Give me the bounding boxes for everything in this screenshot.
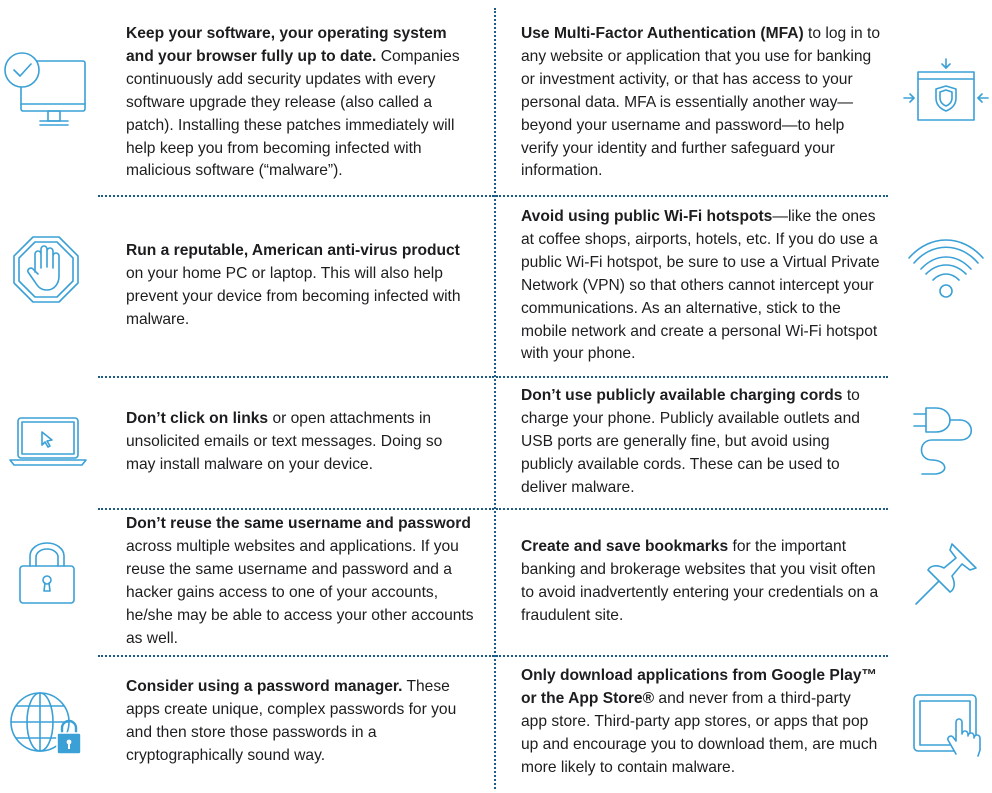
tablet-touch-icon — [910, 692, 982, 758]
tip-password-manager — [126, 676, 476, 768]
divider-left-1 — [98, 195, 494, 197]
shield-screen-icon — [902, 58, 990, 124]
tip-body: to charge your phone. Publicly available outlets and USB ports are generally fine, but avoid using publicly available cords. These can be used to deliver malware. — [521, 387, 860, 496]
globe-lock-icon — [8, 690, 88, 760]
tip-bold: Use Multi-Factor Authentication (MFA) — [521, 25, 804, 42]
tip-bold: Don’t use publicly available charging cords — [521, 387, 843, 404]
tip-links — [126, 408, 476, 477]
charging-plug-icon — [910, 402, 980, 478]
tip-bold: Run a reputable, American anti-virus product — [126, 242, 460, 259]
tip-body: Companies continuously add security updates with every software upgrade they release (also called a patch). Installing these patches immediately will help keep you from becoming infected with malicious software (“malware”). — [126, 47, 460, 180]
divider-right-3 — [496, 508, 888, 510]
stop-hand-icon — [10, 234, 82, 306]
tip-bold: Only download applications from Google Play™ or the App Store® — [521, 667, 878, 707]
divider-right-4 — [496, 655, 888, 657]
tip-bold: Create and save bookmarks — [521, 538, 729, 555]
tip-body: to log in to any website or application that you use for banking or investment activity, or that has access to your personal data. MFA is essentially another way—beyond your username and password—to help verify your identity and further safeguard your information. — [521, 25, 880, 180]
tip-body: These apps create unique, complex passwords for you and then store those passwords in a cryptographically sound way. — [126, 678, 457, 764]
monitor-check-icon — [2, 48, 90, 134]
tip-mfa — [521, 23, 881, 183]
tip-bold: Avoid using public Wi-Fi hotspots — [521, 208, 773, 225]
divider-right-1 — [496, 195, 888, 197]
tip-bold: Don’t click on links — [126, 410, 269, 427]
tip-bold: Keep your software, your operating system and your browser fully up to date. — [126, 25, 447, 65]
tip-app-downloads — [521, 665, 881, 780]
tip-charging-cords — [521, 385, 881, 500]
tip-body: across multiple websites and applications. If you reuse the same username and password and a hacker gains access to one of your accounts, he/she may be able to access your other accounts as well. — [126, 537, 474, 647]
tip-reuse-password — [126, 513, 476, 650]
divider-left-4 — [98, 655, 494, 657]
tip-antivirus — [126, 240, 476, 332]
tip-body: and never from a third-party app store. Third-party app stores, or apps that pop up and encourage you to download them, are much more likely to contain malware. — [521, 689, 878, 776]
tip-bookmarks — [521, 536, 881, 628]
pushpin-icon — [910, 540, 980, 608]
tip-software-updates — [126, 23, 476, 183]
tip-body: —like the ones at coffee shops, airports, hotels, etc. If you do use a public Wi-Fi hotspot, be sure to use a Virtual Private Network (VPN) so that others cannot intercept your communications. As an alternative, stick to the mobile network and create a personal Wi-Fi hotspot with your phone. — [521, 208, 880, 363]
divider-left-2 — [98, 376, 494, 378]
vertical-divider — [494, 8, 496, 789]
tip-bold: Don’t reuse the same username and password — [126, 515, 471, 532]
wifi-icon — [906, 238, 986, 300]
tip-body: or open attachments in unsolicited emails or text messages. Doing so may install malware on your device. — [126, 410, 443, 473]
laptop-cursor-icon — [8, 414, 88, 470]
tip-body: on your home PC or laptop. This will also help prevent your device from becoming infected with malware. — [126, 264, 461, 328]
divider-left-3 — [98, 508, 494, 510]
padlock-icon — [18, 540, 76, 606]
tip-public-wifi — [521, 206, 881, 366]
divider-right-2 — [496, 376, 888, 378]
tip-body: for the important banking and brokerage websites that you visit often to avoid inadvertently entering your credentials on a fraudulent site. — [521, 538, 879, 624]
tip-bold: Consider using a password manager. — [126, 678, 403, 695]
